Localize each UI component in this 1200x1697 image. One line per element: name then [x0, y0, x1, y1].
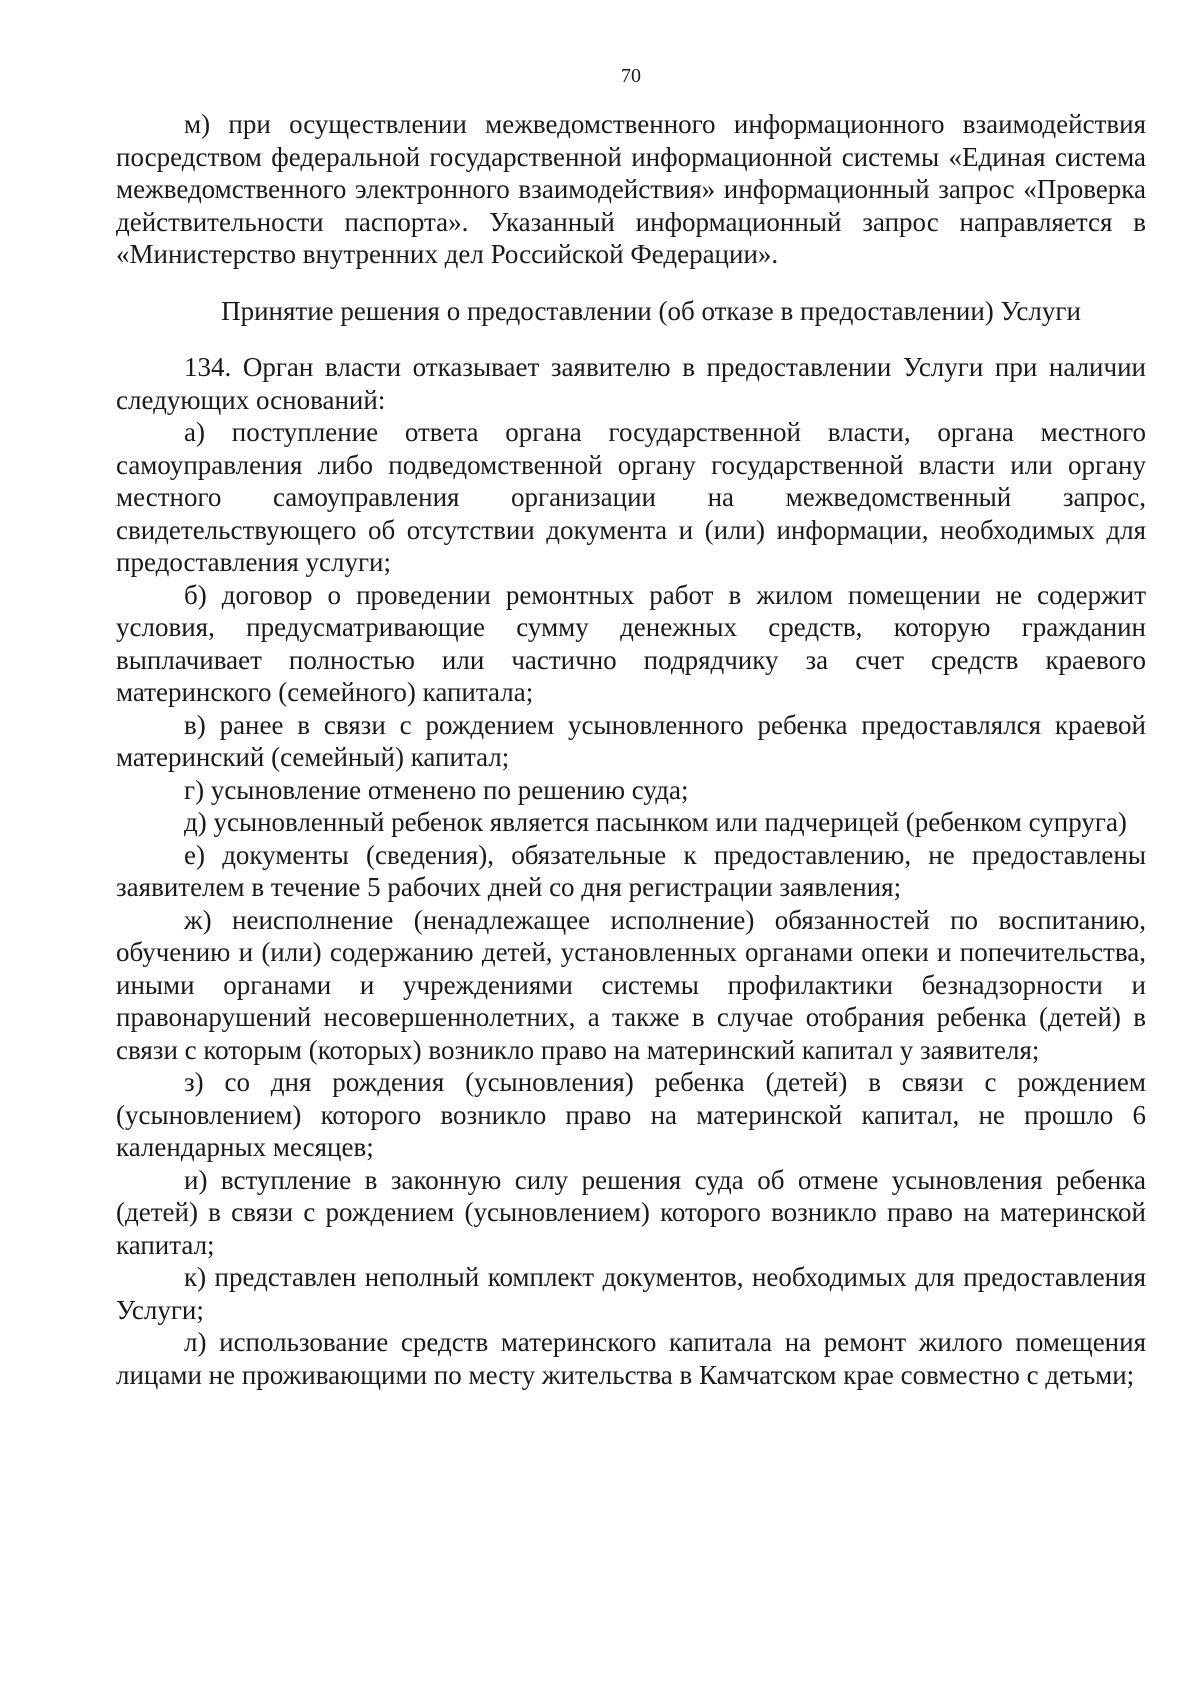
list-item: б) договор о проведении ремонтных работ в жилом помещении не содержит условия, предусматривающие сумму денежных средств, которую гражданин выплачивает полностью или частично подрядчику за счет средств краевого материнского (семейного) капитала;	[116, 579, 1146, 707]
list-item: ж) неисполнение (ненадлежащее исполнение) обязанностей по воспитанию, обучению и (или) содержанию детей, установленных органами опеки и попечительства, иными органами и учреждениями системы профилактики безнадзорности и правонарушений несовершеннолетних, а также в случае отобрания ребенка (детей) в связи с которым (которых) возникло право на материнский капитал у заявителя;	[116, 904, 1146, 1065]
list-item: д) усыновленный ребенок является пасынком или падчерицей (ребенком супруга)	[184, 807, 1127, 837]
main-paragraph: 134. Орган власти отказывает заявителю в предоставлении Услуги при наличии следующих оснований:	[116, 352, 1146, 415]
list-item: а) поступление ответа органа государственной власти, органа местного самоуправления либо подведомственной органу государственной власти или органу местного самоуправления организации на межведомственный запрос, свидетельствующего об отсутствии документа и (или) информации, необходимых для предоставления услуги;	[116, 417, 1146, 577]
list-item: з) со дня рождения (усыновления) ребенка (детей) в связи с рождением (усыновлением) которого возникло право на материнской капитал, не прошло 6 календарных месяцев;	[116, 1067, 1146, 1162]
section-heading: Принятие решения о предоставлении (об отказе в предоставлении) Услуги	[221, 295, 1081, 326]
grounds-list	[116, 416, 1146, 1391]
list-item: в) ранее в связи с рождением усыновленного ребенка предоставлялся краевой материнский (семейный) капитал;	[116, 709, 1146, 772]
list-item: г) усыновление отменено по решению суда;	[184, 774, 689, 805]
list-item: л) использование средств материнского капитала на ремонт жилого помещения лицами не проживающими по месту жительства в Камчатском крае совместно с детьми;	[116, 1327, 1146, 1390]
document-page	[116, 64, 1146, 1391]
intro-paragraph: м) при осуществлении межведомственного информационного взаимодействия посредством федеральной государственной информационной системы «Единая система межведомственного электронного взаимодействия» информационный запрос «Проверка действительности паспорта». Указанный информационный запрос направляется в «Министерство внутренних дел Российской Федерации».	[116, 109, 1146, 269]
list-item: к) представлен неполный комплект документов, необходимых для предоставления Услуги;	[116, 1262, 1146, 1325]
page-number: 70	[621, 65, 641, 87]
list-item: е) документы (сведения), обязательные к предоставлению, не предоставлены заявителем в течение 5 рабочих дней со дня регистрации заявления;	[116, 839, 1146, 902]
list-item: и) вступление в законную силу решения суда об отмене усыновления ребенка (детей) в связи с рождением (усыновлением) которого возникло право на материнской капитал;	[116, 1164, 1146, 1260]
